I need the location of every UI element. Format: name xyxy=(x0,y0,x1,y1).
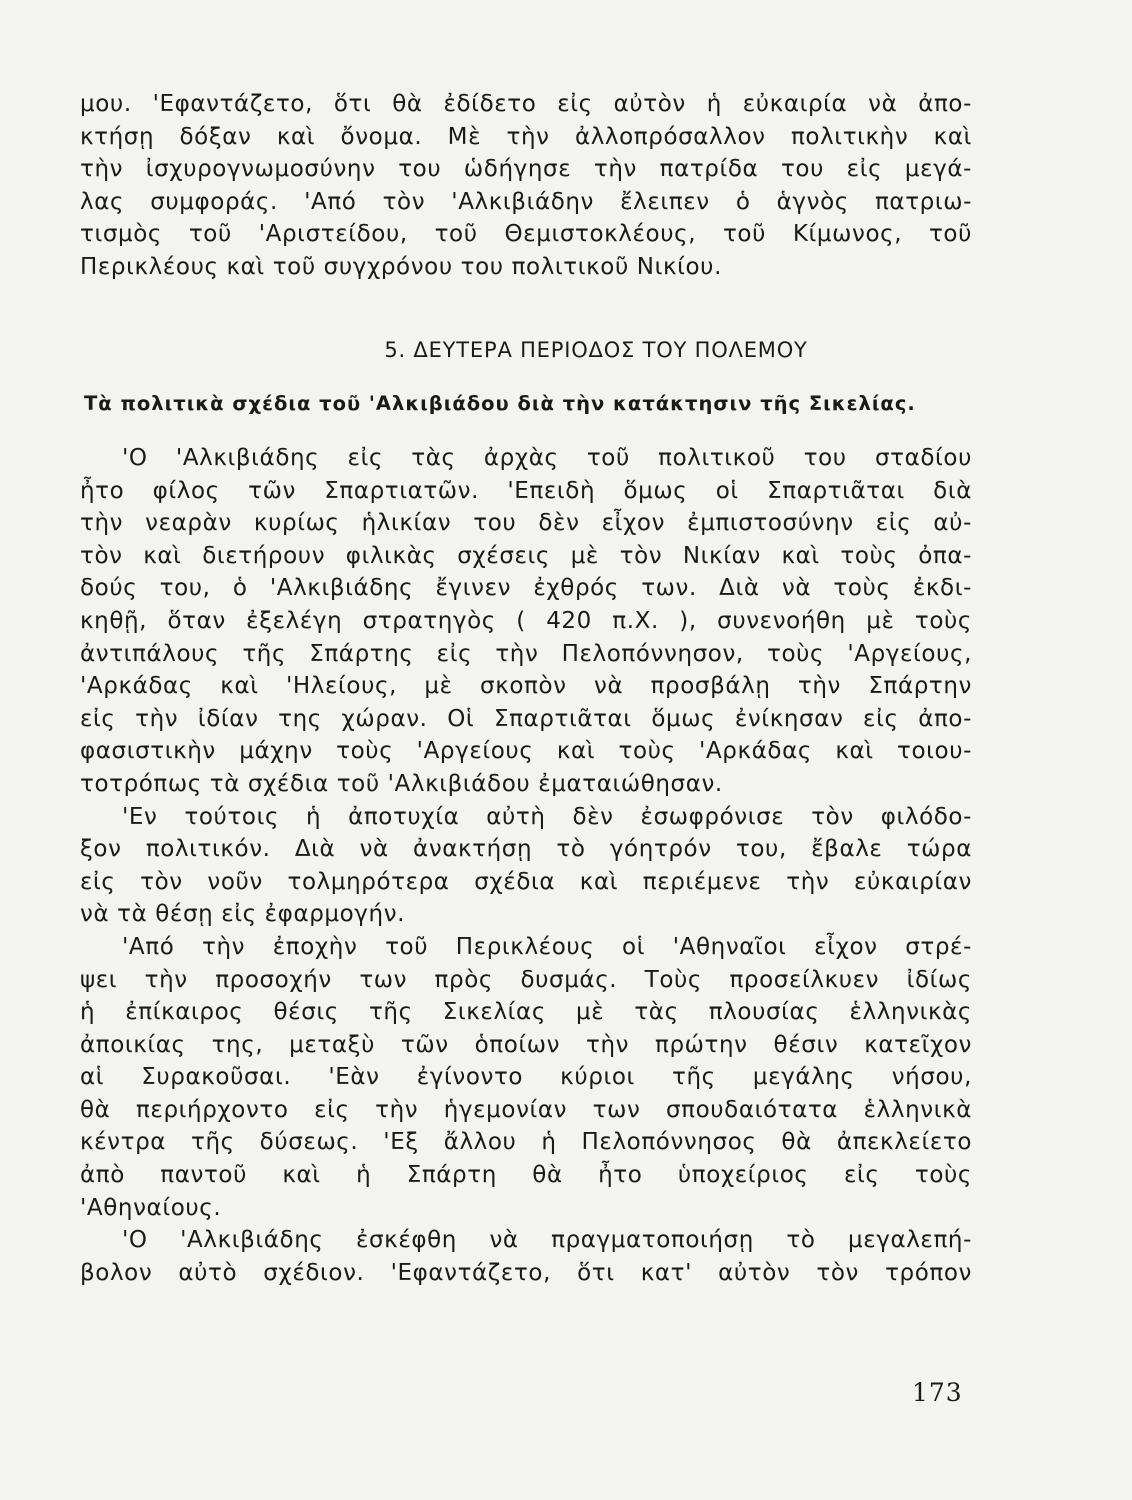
text-line: τισμὸς τοῦ 'Αριστείδου, τοῦ Θεμιστοκλέους, τοῦ Κίμωνος, τοῦ xyxy=(80,221,972,248)
main-text xyxy=(80,442,972,1289)
text-line: εἰς τὴν ἰδίαν της χώραν. Οἱ Σπαρτιᾶται ὅμως ἐνίκησαν εἰς ἀπο- xyxy=(80,705,972,732)
text-line: τοτρόπως τὰ σχέδια τοῦ 'Αλκιβιάδου ἐματαιώθησαν. xyxy=(80,770,723,797)
text-line: δούς του, ὁ 'Αλκιβιάδης ἔγινεν ἐχθρός των. Διὰ νὰ τοὺς ἐκδι- xyxy=(80,575,972,602)
text-line: φασιστικὴν μάχην τοὺς 'Αργείους καὶ τοὺς 'Αρκάδας καὶ τοιου- xyxy=(80,738,972,765)
text-line: ψει τὴν προσοχήν των πρὸς δυσμάς. Τοὺς προσείλκυεν ἰδίως xyxy=(80,966,972,993)
text-line: τὴν νεαρὰν κυρίως ἡλικίαν του δὲν εἶχον ἐμπιστοσύνην εἰς αὐ- xyxy=(80,510,972,537)
text-line: τὸν καὶ διετήρουν φιλικὰς σχέσεις μὲ τὸν Νικίαν καὶ τοὺς ὀπα- xyxy=(80,542,972,569)
text-line: λας συμφοράς. 'Από τὸν 'Αλκιβιάδην ἔλειπεν ὁ ἁγνὸς πατριω- xyxy=(80,188,972,215)
continued-paragraph xyxy=(80,88,972,284)
text-line: εἰς τὸν νοῦν τολμηρότερα σχέδια καὶ περιέμενε τὴν εὐκαιρίαν xyxy=(80,868,972,895)
section-heading: 5. ΔΕΥΤΕΡΑ ΠΕΡΙΟΔΟΣ ΤΟΥ ΠΟΛΕΜΟΥ xyxy=(384,338,808,362)
text-line: 'Ο 'Αλκιβιάδης εἰς τὰς ἀρχὰς τοῦ πολιτικοῦ του σταδίου xyxy=(122,445,972,471)
text-line: 'Αρκάδας καὶ 'Ηλείους, μὲ σκοπὸν νὰ προσβάλῃ τὴν Σπάρτην xyxy=(80,673,972,700)
paragraph xyxy=(80,442,972,801)
text-line: 'Εν τούτοις ἡ ἀποτυχία αὐτὴ δὲν ἐσωφρόνισε τὸν φιλόδο- xyxy=(122,803,972,830)
text-line: Περικλέους καὶ τοῦ συγχρόνου του πολιτικοῦ Νικίου. xyxy=(80,253,722,280)
text-line: ἀντιπάλους τῆς Σπάρτης εἰς τὴν Πελοπόννησον, τοὺς 'Αργείους, xyxy=(80,640,972,667)
text-line: 'Αθηναίους. xyxy=(80,1194,222,1221)
text-line: κέντρα τῆς δύσεως. 'Εξ ἄλλου ἡ Πελοπόννησος θὰ ἀπεκλείετο xyxy=(80,1129,972,1156)
section-subheading: Τὰ πολιτικὰ σχέδια τοῦ 'Αλκιβιάδου διὰ τὴν κατάκτησιν τῆς Σικελίας. xyxy=(84,392,916,415)
text-line: μου. 'Εφαντάζετο, ὅτι θὰ ἐδίδετο εἰς αὐτὸν ἡ εὐκαιρία νὰ ἀπο- xyxy=(80,91,972,117)
text-line: αἱ Συρακοῦσαι. 'Εὰν ἐγίνοντο κύριοι τῆς μεγάλης νήσου, xyxy=(80,1064,972,1091)
text-line: ξον πολιτικόν. Διὰ νὰ ἀνακτήσῃ τὸ γόητρόν του, ἔβαλε τώρα xyxy=(80,836,972,863)
text-line: νὰ τὰ θέσῃ εἰς ἐφαρμογήν. xyxy=(80,901,406,928)
text-line: τὴν ἰσχυρογνωμοσύνην του ὡδήγησε τὴν πατρίδα του εἰς μεγά- xyxy=(80,156,972,183)
text-line: ἡ ἐπίκαιρος θέσις τῆς Σικελίας μὲ τὰς πλουσίας ἑλληνικὰς xyxy=(80,999,972,1026)
text-line: κηθῇ, ὅταν ἐξελέγη στρατηγὸς ( 420 π.Χ. ), συνενοήθη μὲ τοὺς xyxy=(80,607,972,634)
paragraph xyxy=(80,801,972,931)
text-line: κτήσῃ δόξαν καὶ ὄνομα. Μὲ τὴν ἀλλοπρόσαλλον πολιτικὴν καὶ xyxy=(80,123,972,150)
paragraph xyxy=(80,1224,972,1289)
text-line: 'Από τὴν ἐποχὴν τοῦ Περικλέους οἱ 'Αθηναῖοι εἶχον στρέ- xyxy=(122,933,972,960)
text-line: βολον αὐτὸ σχέδιον. 'Εφαντάζετο, ὅτι κατ' αὐτὸν τὸν τρόπον xyxy=(80,1259,972,1286)
text-line: ἀποικίας της, μεταξὺ τῶν ὁποίων τὴν πρώτην θέσιν κατεῖχον xyxy=(80,1031,972,1058)
text-line: ἦτο φίλος τῶν Σπαρτιατῶν. 'Επειδὴ ὅμως οἱ Σπαρτιᾶται διὰ xyxy=(80,477,972,504)
paragraph xyxy=(80,931,972,1224)
text-line: 'Ο 'Αλκιβιάδης ἐσκέφθη νὰ πραγματοποιήσῃ τὸ μεγαλεπή- xyxy=(122,1227,972,1254)
text-line: θὰ περιήρχοντο εἰς τὴν ἡγεμονίαν των σπουδαιότατα ἑλληνικὰ xyxy=(80,1096,972,1123)
page-number: 173 xyxy=(912,1378,963,1407)
text-line: ἀπὸ παντοῦ καὶ ἡ Σπάρτη θὰ ἦτο ὑποχείριος εἰς τοὺς xyxy=(80,1162,972,1189)
